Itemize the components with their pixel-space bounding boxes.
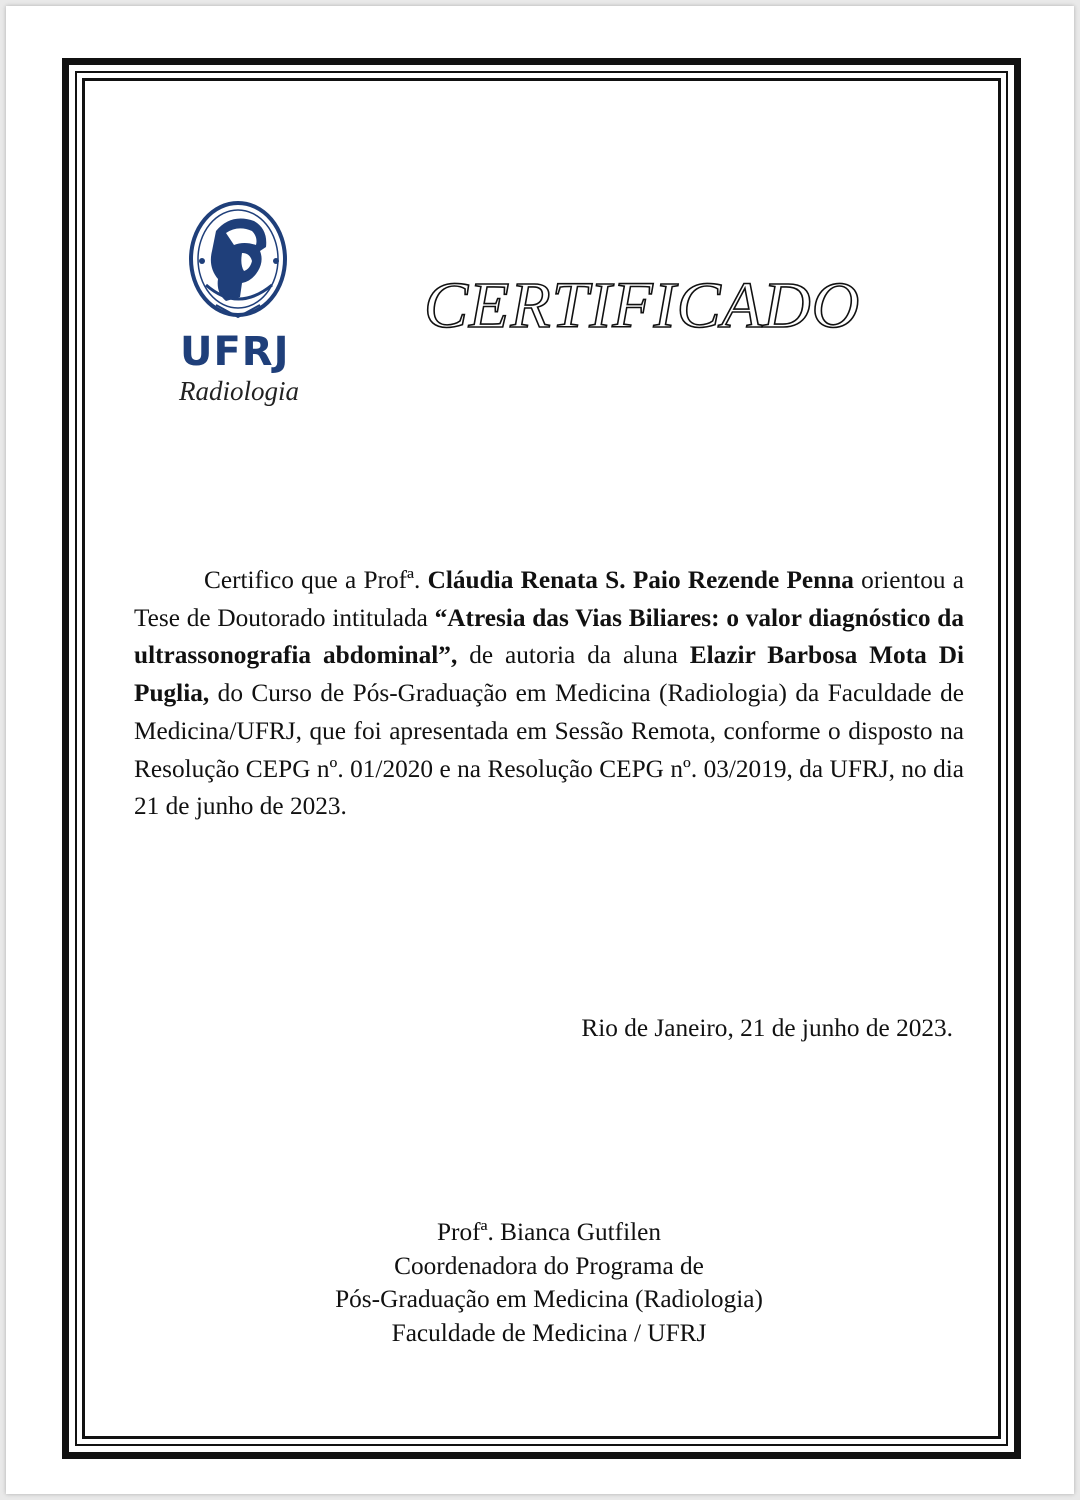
body-text-part: do Curso de Pós-Graduação em Medicina (Radiologia) da Faculdade de Medicina/UFRJ, que foi apresentada em Sessão Remota, conforme o disposto na Resolução CEPG nº. 01/2020 e na Resolução CEPG nº. 03/2019, da UFRJ, no dia 21 de junho de 2023.: [134, 679, 964, 821]
minerva-emblem-icon: [186, 201, 296, 326]
certificate-body: [134, 562, 964, 826]
logo-subtitle: Radiologia: [179, 376, 299, 406]
signer-role: Coordenadora do Programa de: [394, 1251, 704, 1280]
body-text-part: Certifico que a Profª.: [204, 566, 428, 594]
body-text-part: orientou a Tese de Doutorado intitulada: [134, 566, 964, 632]
place-date: Rio de Janeiro, 21 de junho de 2023.: [581, 1014, 953, 1042]
document-page: [6, 6, 1074, 1494]
student-name: Elazir Barbosa Mota Di Puglia,: [134, 641, 965, 708]
logo-text: UFRJ: [180, 329, 290, 375]
thesis-title: “Atresia das Vias Biliares: o valor diagnóstico da ultrassonografia abdominal”,: [134, 603, 964, 670]
advisor-name: Cláudia Renata S. Paio Rezende Penna: [427, 566, 854, 594]
signature-block: [134, 1216, 964, 1350]
signer-faculty: Faculdade de Medicina / UFRJ: [391, 1318, 707, 1347]
certificate-title: CERTIFICADO: [424, 269, 861, 342]
body-text-part: de autoria da aluna: [457, 641, 690, 670]
signer-name: Profª. Bianca Gutfilen: [436, 1218, 662, 1246]
signer-program: Pós-Graduação em Medicina (Radiologia): [335, 1285, 763, 1314]
ufrj-logo: [166, 201, 316, 411]
